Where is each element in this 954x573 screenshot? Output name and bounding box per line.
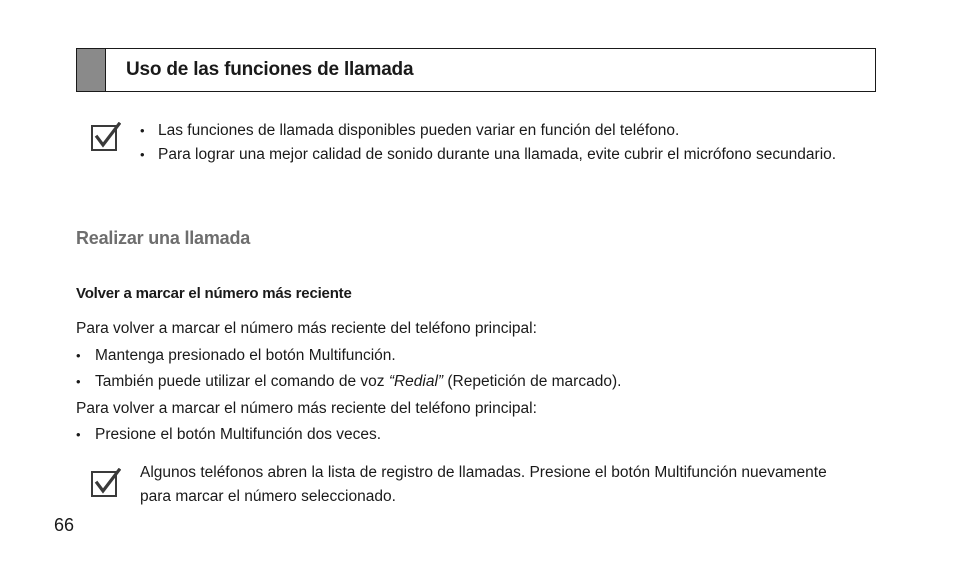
voice-command: “Redial”: [388, 373, 444, 390]
step-text: También puede utilizar el comando de voz: [95, 373, 389, 390]
step-text: (Repetición de marcado).: [443, 373, 622, 390]
redial-intro: Para volver a marcar el número más reciente del teléfono principal:: [76, 320, 537, 337]
note-text: Algunos teléfonos abren la lista de registro de llamadas. Presione el botón Multifunción nuevamente para marcar el número seleccionado.: [140, 464, 827, 505]
redial-heading: Volver a marcar el número más reciente: [76, 285, 352, 302]
redial-steps: [76, 422, 876, 449]
redial-instructions: [76, 316, 876, 449]
redial-intro: Para volver a marcar el número más reciente del teléfono principal:: [76, 399, 537, 417]
subsection-title: Realizar una llamada: [76, 228, 251, 248]
note-item: • Para lograr una mejor calidad de sonido durante una llamada, evite cubrir el micrófono secundario.: [140, 143, 868, 167]
redial-step: • Mantenga presionado el botón Multifunción.: [76, 343, 876, 370]
redial-step: • Presione el botón Multifunción dos veces.: [76, 422, 876, 449]
page-number: 66: [54, 515, 75, 535]
redial-steps: [76, 343, 876, 396]
section-header: [76, 48, 876, 92]
note-checkbox-icon: [91, 122, 121, 152]
redial-step: [76, 369, 876, 396]
section-title: Uso de las funciones de llamada: [126, 59, 414, 80]
note-checkbox-icon: [91, 468, 121, 498]
note-item: • Las funciones de llamada disponibles pueden variar en función del teléfono.: [140, 119, 868, 143]
note-list: [140, 119, 868, 167]
section-header-tab: [77, 49, 106, 91]
